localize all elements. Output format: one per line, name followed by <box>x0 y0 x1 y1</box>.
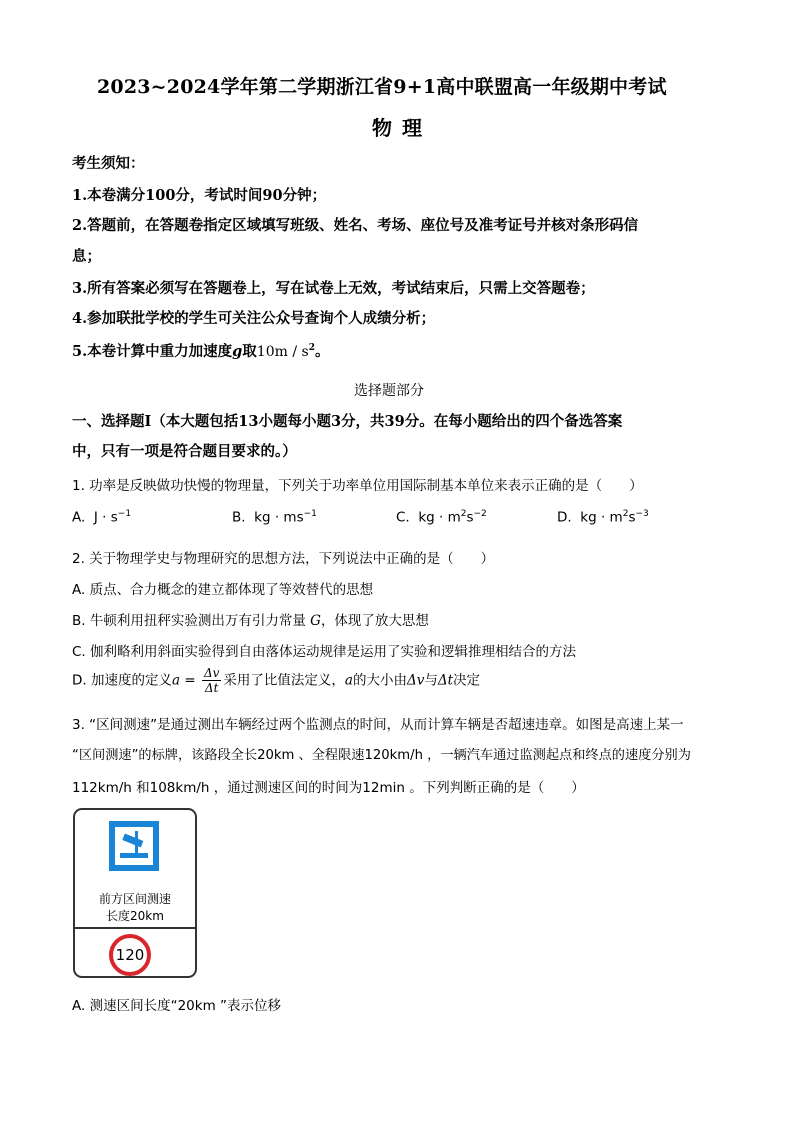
notice-heading: 考生须知： <box>72 155 145 172</box>
q1-option-d[interactable] <box>557 509 649 526</box>
q2-option-d[interactable] <box>72 666 480 695</box>
q1-option-a[interactable] <box>72 509 131 526</box>
q1-option-b-exp: −1 <box>303 509 317 519</box>
q1-option-d-unit: kg · m <box>580 509 623 526</box>
q1-option-b-label: B. <box>232 509 246 526</box>
q1-option-c[interactable] <box>396 509 487 526</box>
q1-option-c-exp2: −2 <box>473 509 487 519</box>
gravity-symbol: g <box>232 343 243 360</box>
notice-item-3: 3.所有答案必须写在答题卷上，写在试卷上无效，考试结束后，只需上交答题卷； <box>72 280 595 297</box>
q2-option-c[interactable]: C. 伽利略利用斜面实验得到自由落体运动规律是运用了实验和逻辑推理相结合的方法 <box>72 644 577 660</box>
q2-option-d-text: D. 加速度的定义 <box>72 672 172 689</box>
notice-item-2: 2.答题前，在答题卷指定区域填写班级、姓名、考场、座位号及准考证号并核对条形码信 <box>72 217 639 234</box>
q1-option-b-unit: kg · ms <box>254 509 304 526</box>
q1-option-a-label: A. <box>72 509 86 526</box>
section-title: 选择题部分 <box>354 383 424 399</box>
camera-panel <box>109 821 159 871</box>
q2-stem: 2. 关于物理学史与物理研究的思想方法，下列说法中正确的是（ ） <box>72 551 495 567</box>
q2-option-b-var: G <box>310 613 321 629</box>
part-heading-line2: 中，只有一项是符合题目要求的。） <box>72 443 297 460</box>
q3-line2: “区间测速”的标牌，该路段全长20km 、全程限速120km/h ，一辆汽车通过监测起点和终点的速度分别为 <box>72 748 691 763</box>
sign-divider <box>75 927 195 929</box>
q1-stem: 1. 功率是反映做功快慢的物理量，下列关于功率单位用国际制基本单位来表示正确的是（ ） <box>72 478 643 494</box>
notice-item-5 <box>72 340 329 361</box>
q2-option-d-a2: a <box>344 672 353 689</box>
q2-option-b[interactable] <box>72 609 429 629</box>
q1-option-c-exp1: 2 <box>460 509 467 519</box>
q2-option-d-mid: 采用了比值法定义， <box>223 672 345 689</box>
fraction-numerator: Δv <box>203 666 220 680</box>
q2-option-b-text: B. 牛顿利用扭秤实验测出万有引力常量 <box>72 613 306 629</box>
q1-option-d-exp2: −3 <box>635 509 649 519</box>
speed-limit-circle: 120 <box>109 934 151 976</box>
notice-item-5-prefix: 5.本卷计算中重力加速度 <box>72 343 233 360</box>
q1-option-c-label: C. <box>396 509 410 526</box>
sign-text-line1: 前方区间测速 <box>98 892 171 906</box>
notice-item-1: 1.本卷满分100分，考试时间90分钟； <box>72 187 327 204</box>
acceleration-fraction <box>202 666 221 695</box>
q1-option-c-mid: s <box>466 509 474 526</box>
q2-option-d-dt: Δt <box>437 672 454 689</box>
q1-option-b[interactable] <box>232 509 317 526</box>
speed-zone-sign <box>73 808 197 978</box>
q3-line1: 3. “区间测速”是通过测出车辆经过两个监测点的时间，从而计算车辆是否超速违章。如图是高速上某一 <box>72 717 684 733</box>
q1-option-d-label: D. <box>557 509 572 526</box>
notice-item-4: 4.参加联批学校的学生可关注公众号查询个人成绩分析； <box>72 310 436 327</box>
q2-option-d-mid2: 的大小由 <box>352 672 407 689</box>
q2-option-d-eq: = <box>180 672 200 689</box>
q1-option-a-exp: −1 <box>117 509 132 519</box>
q2-option-d-a: a <box>171 672 181 689</box>
q1-option-c-unit: kg · m <box>418 509 461 526</box>
part-heading-line1: 一、选择题Ⅰ（本大题包括13小题每小题3分，共39分。在每小题给出的四个备选答案 <box>72 413 623 430</box>
notice-item-2-cont: 息； <box>72 248 101 265</box>
q2-option-d-and: 与 <box>424 672 438 689</box>
q2-option-d-end: 决定 <box>453 672 481 689</box>
sign-text-line2: 长度20km <box>106 909 164 923</box>
notice-item-5-mid: 取 <box>242 343 257 360</box>
q1-option-d-exp1: 2 <box>622 509 629 519</box>
fraction-denominator: Δt <box>204 681 219 695</box>
gravity-unit: 10m / s <box>256 344 309 360</box>
q1-option-d-mid: s <box>628 509 636 526</box>
subject-title: 物理 <box>372 116 432 140</box>
q2-option-b-post: ，体现了放大思想 <box>320 613 429 629</box>
q3-line3: 112km/h 和108km/h ，通过测速区间的时间为12min 。下列判断正确的是（ ） <box>72 780 585 796</box>
notice-item-5-end: 。 <box>314 343 330 360</box>
camera-panel-inner <box>115 827 153 865</box>
exam-title: 2023~2024学年第二学期浙江省9+1高中联盟高一年级期中考试 <box>97 76 667 98</box>
q2-option-d-dv: Δv <box>406 672 425 689</box>
gravity-unit-exp: 2 <box>308 343 315 354</box>
q2-option-a[interactable]: A. 质点、合力概念的建立都体现了等效替代的思想 <box>72 582 374 598</box>
q3-option-a[interactable]: A. 测速区间长度“20km ”表示位移 <box>72 998 282 1014</box>
q1-option-a-unit: J · s <box>93 509 118 526</box>
camera-icon <box>115 827 153 865</box>
